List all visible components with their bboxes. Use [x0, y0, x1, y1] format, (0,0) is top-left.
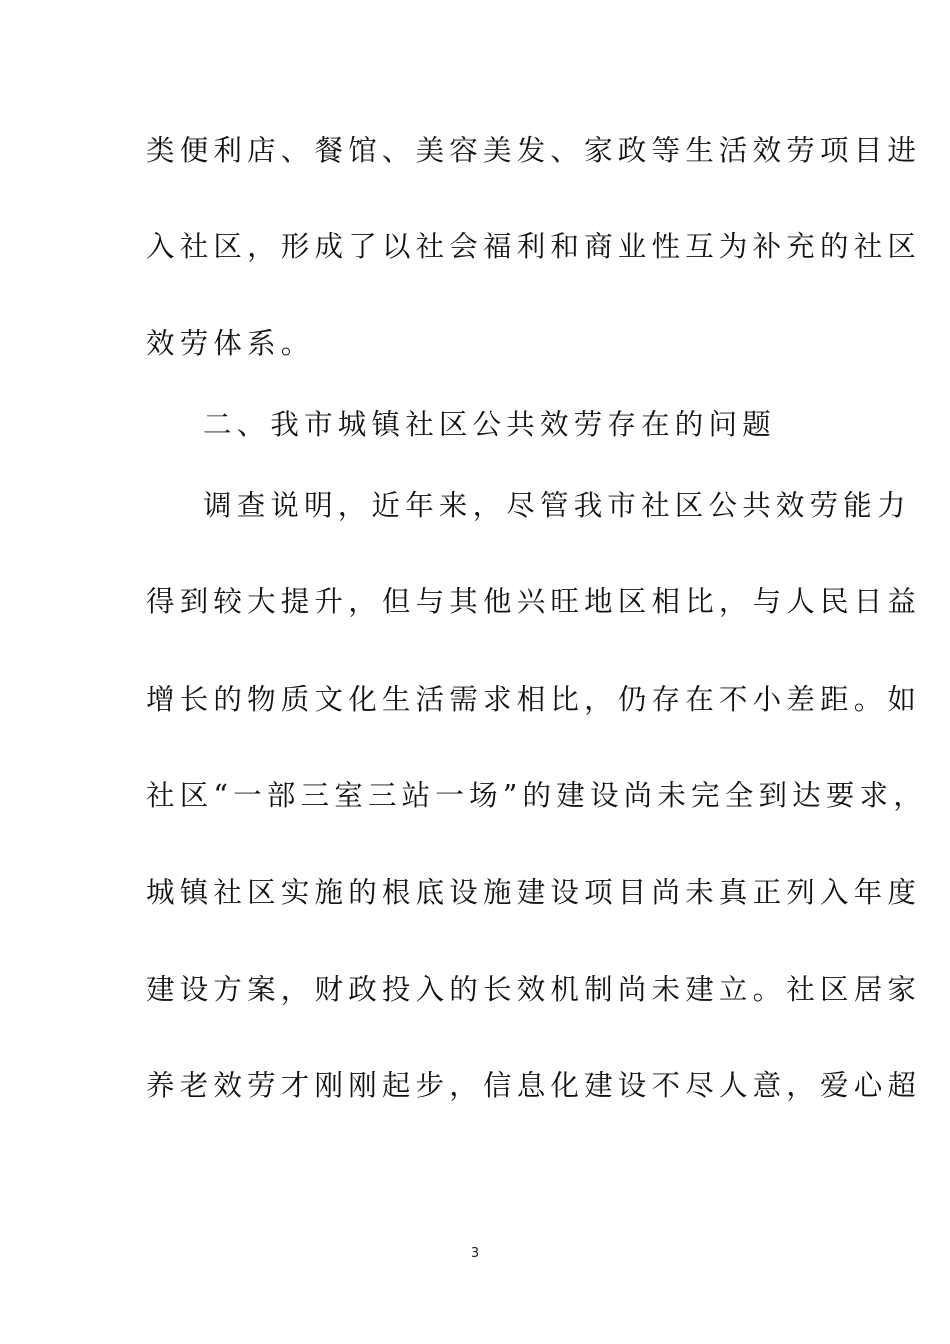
text-line: 增长的物质文化生活需求相比，仍存在不小差距。如	[146, 683, 922, 716]
text-line: 城镇社区实施的根底设施建设项目尚未真正列入年度	[146, 876, 922, 909]
section-heading: 二、我市城镇社区公共效劳存在的问题	[203, 408, 776, 441]
text-line: 类便利店、餐馆、美容美发、家政等生活效劳项目进	[146, 134, 922, 167]
text-line: 调查说明，近年来，尽管我市社区公共效劳能力	[203, 489, 911, 522]
page-number: 3	[470, 1246, 480, 1261]
text-line: 建设方案，财政投入的长效机制尚未建立。社区居家	[146, 973, 922, 1006]
text-line: 养老效劳才刚刚起步，信息化建设不尽人意，爱心超	[146, 1069, 922, 1102]
text-line: 社区“一部三室三站一场”的建设尚未完全到达要求，	[146, 779, 927, 812]
text-line: 效劳体系。	[146, 327, 315, 360]
text-line: 入社区，形成了以社会福利和商业性互为补充的社区	[146, 230, 922, 263]
text-line: 得到较大提升，但与其他兴旺地区相比，与人民日益	[146, 585, 922, 618]
